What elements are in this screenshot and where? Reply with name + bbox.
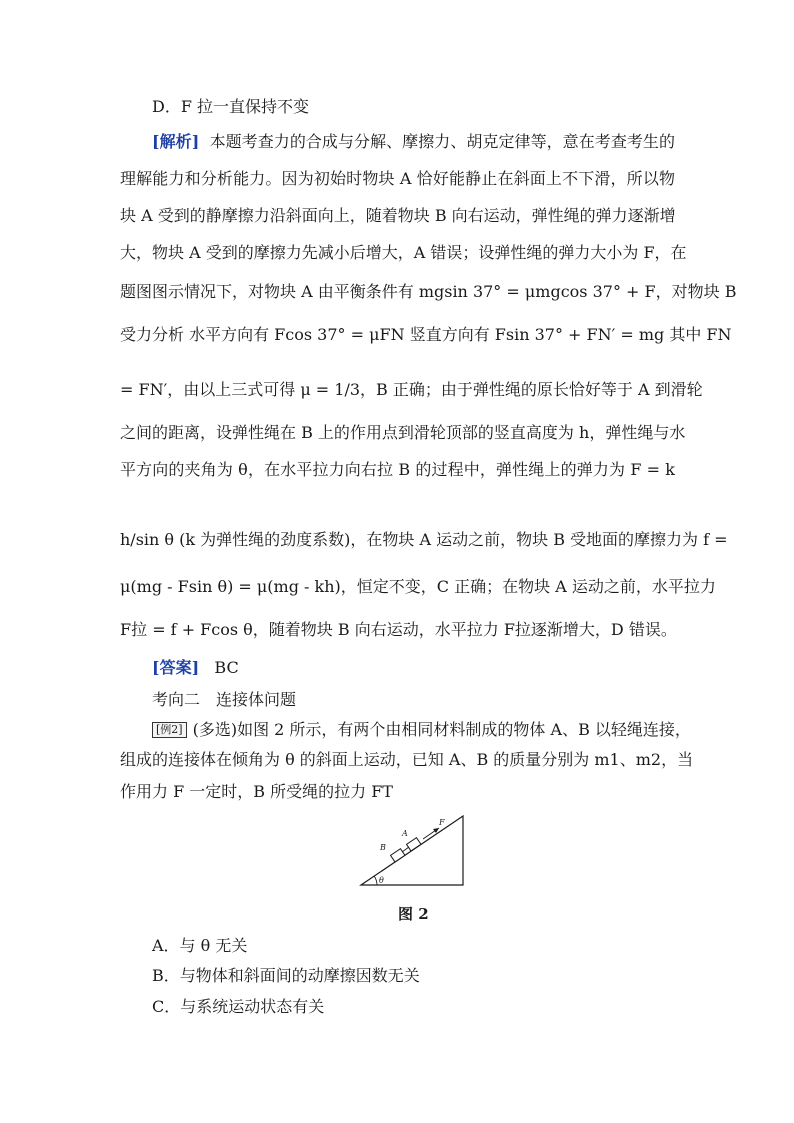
option-c: C．与系统运动状态有关 (152, 997, 325, 1016)
answer-value: BC (214, 658, 239, 677)
block-a (407, 838, 421, 851)
option-a: A．与 θ 无关 (152, 936, 248, 955)
analysis-line-9: 平方向的夹角为 θ，在水平拉力向右拉 B 的过程中，弹性绳上的弹力为 F = k (120, 460, 675, 479)
answer-tag: [答案] (152, 658, 200, 677)
analysis-line-12: F拉 = f + Fcos θ，随着物块 B 向右运动，水平拉力 F拉逐渐增大，D 错误。 (120, 620, 677, 639)
option-d-prev: D．F 拉一直保持不变 (152, 97, 310, 116)
label-a: A (402, 829, 408, 838)
analysis-line-8: 之间的距离，设弹性绳在 B 上的作用点到滑轮顶部的竖直高度为 h，弹性绳与水 (120, 423, 686, 442)
analysis-line-2: 理解能力和分析能力。因为初始时物块 A 恰好能静止在斜面上不下滑，所以物 (120, 169, 675, 188)
rope (402, 847, 409, 852)
section-title: 考向二 连接体问题 (152, 690, 297, 709)
analysis-tag: [解析] (152, 132, 200, 151)
analysis-line-4: 大，物块 A 受到的摩擦力先减小后增大，A 错误；设弹性绳的弹力大小为 F，在 (120, 243, 687, 262)
analysis-line-10: h/sin θ (k 为弹性绳的劲度系数)，在物块 A 运动之前，物块 B 受地面的摩擦力为 f = (120, 530, 728, 549)
incline-figure (355, 812, 470, 890)
label-f: F (439, 818, 445, 827)
example-line-2: 组成的连接体在倾角为 θ 的斜面上运动，已知 A、B 的质量分别为 m1、m2，当 (120, 750, 694, 769)
analysis-line-3: 块 A 受到的静摩擦力沿斜面向上，随着物块 B 向右运动，弹性绳的弹力逐渐增 (120, 206, 676, 225)
option-b: B．与物体和斜面间的动摩擦因数无关 (152, 966, 420, 985)
analysis-line-7: = FN′，由以上三式可得 μ = 1/3，B 正确；由于弹性绳的原长恰好等于 A 到滑轮 (120, 380, 703, 399)
analysis-line-11: μ(mg - Fsin θ) = μ(mg - kh)，恒定不变，C 正确；在物块 A 运动之前，水平拉力 (120, 577, 716, 596)
label-b: B (380, 843, 386, 852)
example-tag: [例2] (152, 722, 187, 738)
answer-line (152, 656, 239, 680)
angle-arc (374, 876, 377, 885)
analysis-line-5: 题图图示情况下，对物块 A 由平衡条件有 mgsin 37° = μmgcos 37° + F，对物块 B (120, 282, 737, 301)
theta-label: θ (379, 876, 384, 885)
analysis-line-6: 受力分析 水平方向有 Fcos 37° = μFN 竖直方向有 Fsin 37° + FN′ = mg 其中 FN (120, 325, 732, 344)
figure-caption: 图 2 (398, 905, 429, 923)
block-b (391, 849, 405, 862)
example-line-3: 作用力 F 一定时，B 所受绳的拉力 FT (120, 782, 393, 801)
example-line-1: [例2] (多选)如图 2 所示，有两个由相同材料制成的物体 A、B 以轻绳连接， (152, 718, 675, 742)
analysis-line-1: [解析] 本题考查力的合成与分解、摩擦力、胡克定律等，意在考查考生的 (152, 132, 675, 151)
